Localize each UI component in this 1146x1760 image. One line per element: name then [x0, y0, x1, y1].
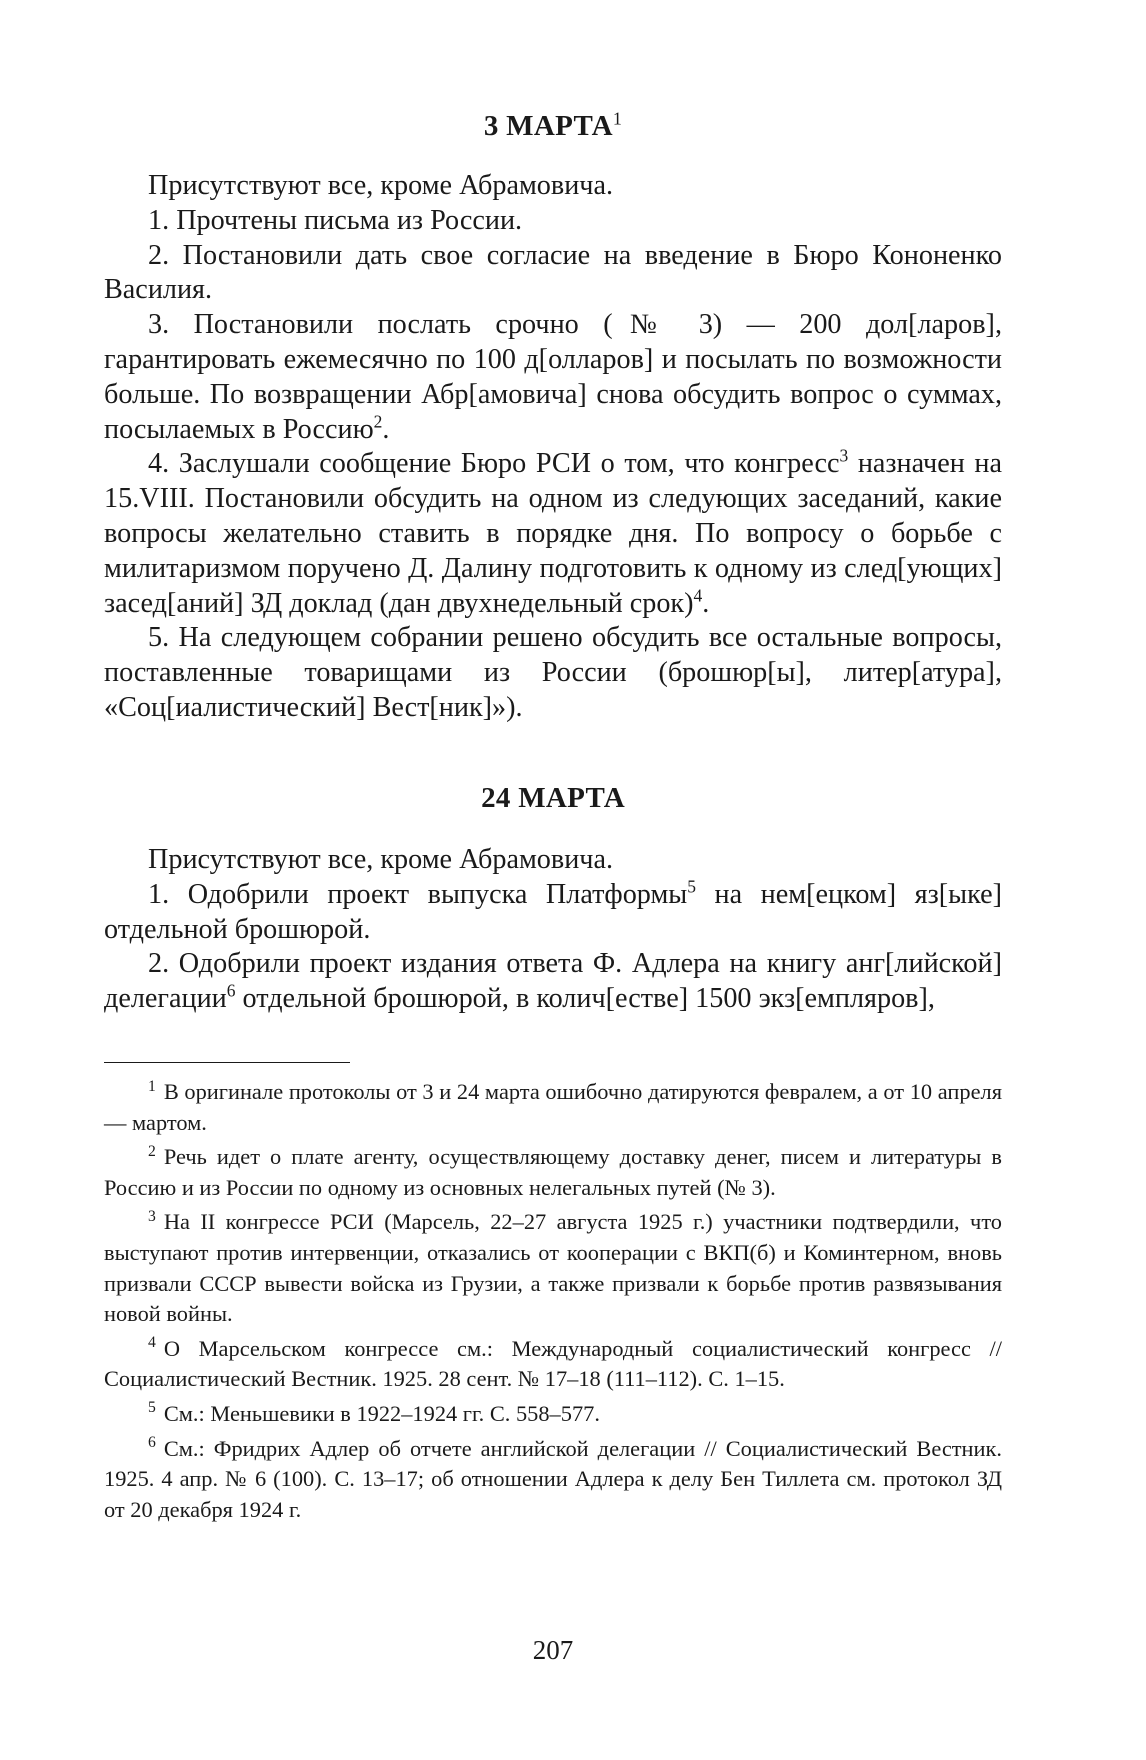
footnote [104, 1207, 1002, 1329]
section-heading-text: 3 МАРТА [483, 110, 613, 142]
footnote-number: 6 [148, 1434, 156, 1452]
agenda-item [104, 308, 1002, 447]
footnote-number: 4 [148, 1334, 156, 1352]
agenda-item-text: 4. Заслушали сообщение Бюро РСИ о том, что конгресс [148, 448, 840, 480]
footnote-number: 3 [148, 1207, 156, 1225]
footnote-text: См.: Фридрих Адлер об отчете английской делегации // Социалистический Вестник. 1925. 4 апр. № 6 (100). С. 13–17; об отношении Адлера к делу Бен Тиллета см. протокол ЗД от 20 декабря 1924 г. [104, 1435, 1002, 1522]
footnote [104, 1334, 1002, 1395]
footnote-number: 5 [148, 1399, 156, 1417]
section-body-march-24 [104, 843, 1002, 1017]
footnotes [104, 1077, 1002, 1529]
footnote [104, 1399, 1002, 1430]
section-heading-text: 24 МАРТА [481, 782, 625, 814]
agenda-item-text: отдельной брошюрой, в колич[естве] 1500 экз[емпляров], [235, 983, 935, 1015]
section-body-march-3 [104, 169, 1002, 726]
agenda-item: 1. Прочтены письма из России. [148, 204, 523, 236]
footnote-ref: 6 [226, 980, 236, 1001]
footnote-text: См.: Меньшевики в 1922–1924 гг. С. 558–577. [163, 1400, 600, 1426]
footnote-ref: 1 [612, 108, 623, 129]
agenda-item-text: 2. Одобрили проект издания ответа Ф. Адлера на книгу анг[лийской] делегации [104, 948, 1002, 1015]
footnote-ref: 4 [693, 585, 703, 606]
footnote-number: 1 [148, 1077, 156, 1095]
agenda-item-text: на нем[ецком] яз[ыке] отдельной брошюрой. [104, 878, 1002, 945]
footnote [104, 1434, 1002, 1526]
attendance-line: Присутствуют все, кроме Абрамовича. [148, 844, 614, 875]
footnote-ref: 2 [373, 411, 383, 432]
agenda-item-text: 3. Постановили послать срочно (№ 3) — 200 дол[ларов], гарантировать ежемесячно по 100 д[олларов] и посылать по возможности больше. По возвращении Абр[амовича] снова обсудить вопрос о суммах, посылаемых в Россию [104, 309, 1002, 445]
agenda-item: 2. Постановили дать свое согласие на введение в Бюро Кононенко Василия. [104, 239, 1002, 306]
page-number: 207 [532, 1635, 574, 1665]
agenda-item-text: назначен на 15.VIII. Постановили обсудить на одном из следующих заседаний, какие вопросы желательно ставить в порядке дня. По вопросу о борьбе с милитаризмом поручено Д. Далину подготовить к одному из след[ующих] засед[аний] ЗД доклад (дан двухнедельный срок) [104, 448, 1002, 619]
footnote-ref: 5 [687, 876, 696, 897]
agenda-item-text: 1. Одобрили проект выпуска Платформы [148, 878, 688, 910]
agenda-item: 5. На следующем собрании решено обсудить все остальные вопросы, поставленные товарищами из России (брошюр[ы], литер[атура], «Соц[иалистический] Вест[ник]»). [104, 622, 1002, 723]
footnote [104, 1142, 1002, 1203]
agenda-item [104, 447, 1002, 621]
attendance-line: Присутствуют все, кроме Абрамовича. [148, 170, 614, 201]
agenda-item [104, 878, 1002, 948]
footnote-divider [104, 1062, 350, 1063]
footnote-text: На II конгрессе РСИ (Марсель, 22–27 августа 1925 г.) участники подтвердили, что выступают против интервенции, отказались от кооперации с ВКП(б) и Коминтерном, вновь призвали СССР вывести войска из Грузии, а также призвали к борьбе против развязывания новой войны. [104, 1209, 1002, 1327]
agenda-item-text: . [702, 587, 710, 619]
footnote [104, 1077, 1002, 1138]
footnote-text: Речь идет о плате агенту, осуществляющему доставку денег, писем и литературы в Россию и из России по одному из основных нелегальных путей (№ 3). [104, 1144, 1002, 1200]
footnote-ref: 3 [839, 445, 849, 466]
agenda-item [104, 947, 1002, 1017]
section-heading-march-24 [104, 782, 1002, 815]
footnote-text: В оригинале протоколы от 3 и 24 марта ошибочно датируются февралем, а от 10 апреля — мартом. [104, 1079, 1002, 1135]
section-heading-march-3 [104, 110, 1002, 143]
footnote-number: 2 [148, 1142, 156, 1160]
footnote-text: О Марсельском конгрессе см.: Международный социалистический конгресс // Социалистический Вестник. 1925. 28 сент. № 17–18 (111–112). С. 1–15. [104, 1335, 1002, 1392]
agenda-item-text: . [382, 413, 390, 445]
